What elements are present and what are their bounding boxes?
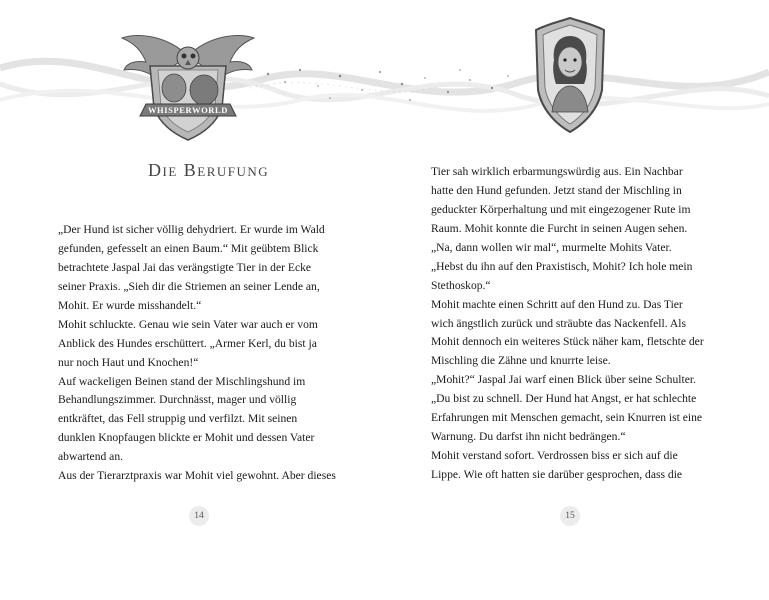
text-line: Mohit schluckte. Genau wie sein Vater war auch er vom bbox=[58, 317, 318, 331]
text-line: geduckter Körperhaltung und mit eingezogener Rute im bbox=[431, 202, 691, 216]
text-line: wich ängstlich zurück und sträubte das Nackenfell. Als bbox=[431, 316, 686, 330]
page-number-left: 14 bbox=[189, 506, 209, 526]
text-line: hatte den Hund gefunden. Jetzt stand der Mischling in bbox=[431, 183, 682, 197]
text-line: gefunden, gefesselt an einen Baum.“ Mit geübtem Blick bbox=[58, 241, 319, 255]
text-line: betrachtete Jaspal Jai das verängstigte Tier in der Ecke bbox=[58, 260, 312, 274]
text-line: Raum. Mohit konnte die Furcht in seinen Augen sehen. bbox=[431, 221, 688, 235]
text-line: „Du bist zu schnell. Der Hund hat Angst, er hat schlechte bbox=[431, 392, 697, 406]
emblem-banner-text: WHISPERWORLD bbox=[147, 105, 229, 115]
text-line: Behandlungszimmer. Durchnässt, mager und völlig bbox=[58, 393, 297, 407]
character-portrait-icon bbox=[528, 16, 612, 134]
text-line: Mischling die Zähne und knurrte leise. bbox=[431, 354, 611, 368]
chapter-title: Die Berufung bbox=[148, 160, 270, 180]
text-line: Aus der Tierarztpraxis war Mohit viel gewohnt. Aber dieses bbox=[58, 469, 336, 483]
text-line: Erfahrungen mit Menschen gemacht, sein Knurren ist eine bbox=[431, 411, 703, 425]
page-number-right: 15 bbox=[560, 506, 580, 526]
text-line: Mohit machte einen Schritt auf den Hund zu. Das Tier bbox=[431, 297, 683, 311]
text-line: abwartend an. bbox=[58, 450, 124, 464]
text-line: Lippe. Wie oft hatten sie darüber gesprochen, dass die bbox=[431, 468, 683, 481]
text-line: „Na, dann wollen wir mal“, murmelte Mohits Vater. bbox=[431, 240, 672, 254]
text-line: Mohit verstand sofort. Verdrossen biss er sich auf die bbox=[431, 449, 678, 463]
text-line: „Hebst du ihn auf den Praxistisch, Mohit? Ich hole mein bbox=[431, 259, 693, 273]
text-line: dunklen Knopfaugen blickte er Mohit und dessen Vater bbox=[58, 431, 315, 445]
text-line: Auf wackeligen Beinen stand der Mischlingshund im bbox=[58, 374, 306, 388]
right-page-text bbox=[431, 163, 704, 485]
left-page-text bbox=[58, 221, 336, 486]
text-line: Stethoskop.“ bbox=[431, 278, 491, 292]
text-line: „Mohit?“ Jaspal Jai warf einen Blick über seine Schulter. bbox=[431, 373, 696, 387]
text-line: „Der Hund ist sicher völlig dehydriert. Er wurde im Wald bbox=[58, 223, 325, 236]
text-line: Tier sah wirklich erbarmungswürdig aus. Ein Nachbar bbox=[431, 165, 683, 178]
text-line: Mohit dennoch ein weiteres Stück näher kam, fletschte der bbox=[431, 335, 704, 349]
text-line: nur noch Haut und Knochen!“ bbox=[58, 355, 199, 369]
text-line: seiner Praxis. „Sieh dir die Striemen an seiner Lende an, bbox=[58, 279, 320, 293]
text-line: Mohit. Er wurde misshandelt.“ bbox=[58, 298, 202, 312]
text-line: Warnung. Du darfst ihn nicht bedrängen.“ bbox=[431, 430, 626, 444]
whisperworld-emblem-icon bbox=[118, 18, 258, 146]
text-line: Anblick des Hundes erschüttert. „Armer Kerl, du bist ja bbox=[58, 336, 317, 350]
decorative-swirl bbox=[0, 0, 769, 150]
text-line: entkräftet, das Fell struppig und verfilzt. Mit seinen bbox=[58, 412, 298, 426]
